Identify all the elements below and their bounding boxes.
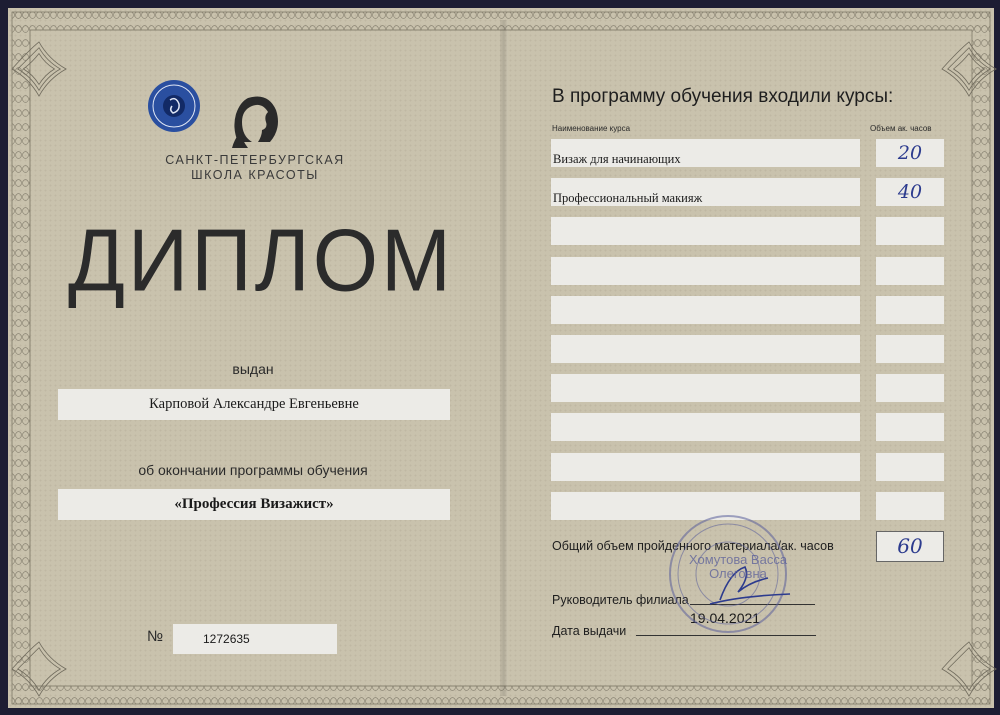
column-header-hours: Объем ак. часов [870, 124, 932, 133]
total-hours-value: 60 [897, 534, 923, 558]
course-hours-field [876, 335, 944, 363]
course-name-field [551, 257, 860, 285]
course-name: Визаж для начинающих [553, 152, 681, 166]
program-field [58, 489, 450, 520]
school-seal-logo [146, 78, 202, 134]
corner-ornament-bottom-right [940, 640, 998, 698]
corner-ornament-top-right [940, 40, 998, 98]
course-hours-field [876, 257, 944, 285]
total-label: Общий объем пройденного материала/ак. часов [552, 539, 834, 553]
total-hours-field [876, 531, 944, 562]
school-name-line2: ШКОЛА КРАСОТЫ [191, 168, 319, 182]
course-hours-field [876, 413, 944, 441]
course-name [551, 217, 860, 230]
course-hours-field [876, 139, 944, 167]
center-fold [500, 20, 508, 696]
stamp-text: Хомутова Васса Олеговна [688, 552, 788, 581]
course-hours-field [876, 217, 944, 245]
corner-ornament-bottom-left [10, 640, 68, 698]
school-name-line1: САНКТ-ПЕТЕРБУРГСКАЯ [165, 153, 345, 167]
number-label: № [147, 628, 164, 645]
column-header-course: Наименование курса [552, 124, 631, 133]
course-name-field [551, 413, 860, 441]
course-hours-field [876, 453, 944, 481]
director-label: Руководитель филиала [552, 593, 689, 607]
course-hours-field [876, 374, 944, 402]
corner-ornament-top-left [10, 40, 68, 98]
course-name-field [551, 453, 860, 481]
issue-date-label: Дата выдачи [552, 624, 627, 638]
issued-label: выдан [232, 361, 274, 377]
completion-label: об окончании программы обучения [138, 462, 368, 478]
course-name [551, 296, 860, 309]
course-hours: 20 [897, 142, 923, 164]
course-name [551, 492, 860, 505]
course-name-field [551, 139, 860, 167]
course-hours-field [876, 178, 944, 206]
program-name: «Профессия Визажист» [174, 496, 334, 512]
recipient-name: Карповой Александре Евгеньевне [149, 396, 359, 412]
course-name-field [551, 178, 860, 206]
courses-heading: В программу обучения входили курсы: [552, 86, 894, 107]
course-name-field [551, 296, 860, 324]
diploma-number: 1272635 [203, 632, 250, 646]
woman-profile-logo [228, 92, 284, 148]
course-name [551, 257, 860, 270]
recipient-field [58, 389, 450, 420]
issue-date-value: 19.04.2021 [690, 610, 761, 626]
course-hours-field [876, 492, 944, 520]
course-hours-field [876, 296, 944, 324]
course-name-field [551, 217, 860, 245]
number-field [173, 624, 337, 654]
course-hours: 40 [897, 181, 923, 204]
course-name [551, 413, 860, 426]
course-name [551, 374, 860, 387]
course-name: Профессиональный макияж [553, 191, 703, 206]
course-name [551, 335, 860, 348]
course-name-field [551, 374, 860, 402]
course-name-field [551, 335, 860, 363]
diploma-title: ДИПЛОМ [67, 210, 455, 310]
course-name [551, 453, 860, 466]
school-name [140, 153, 370, 183]
